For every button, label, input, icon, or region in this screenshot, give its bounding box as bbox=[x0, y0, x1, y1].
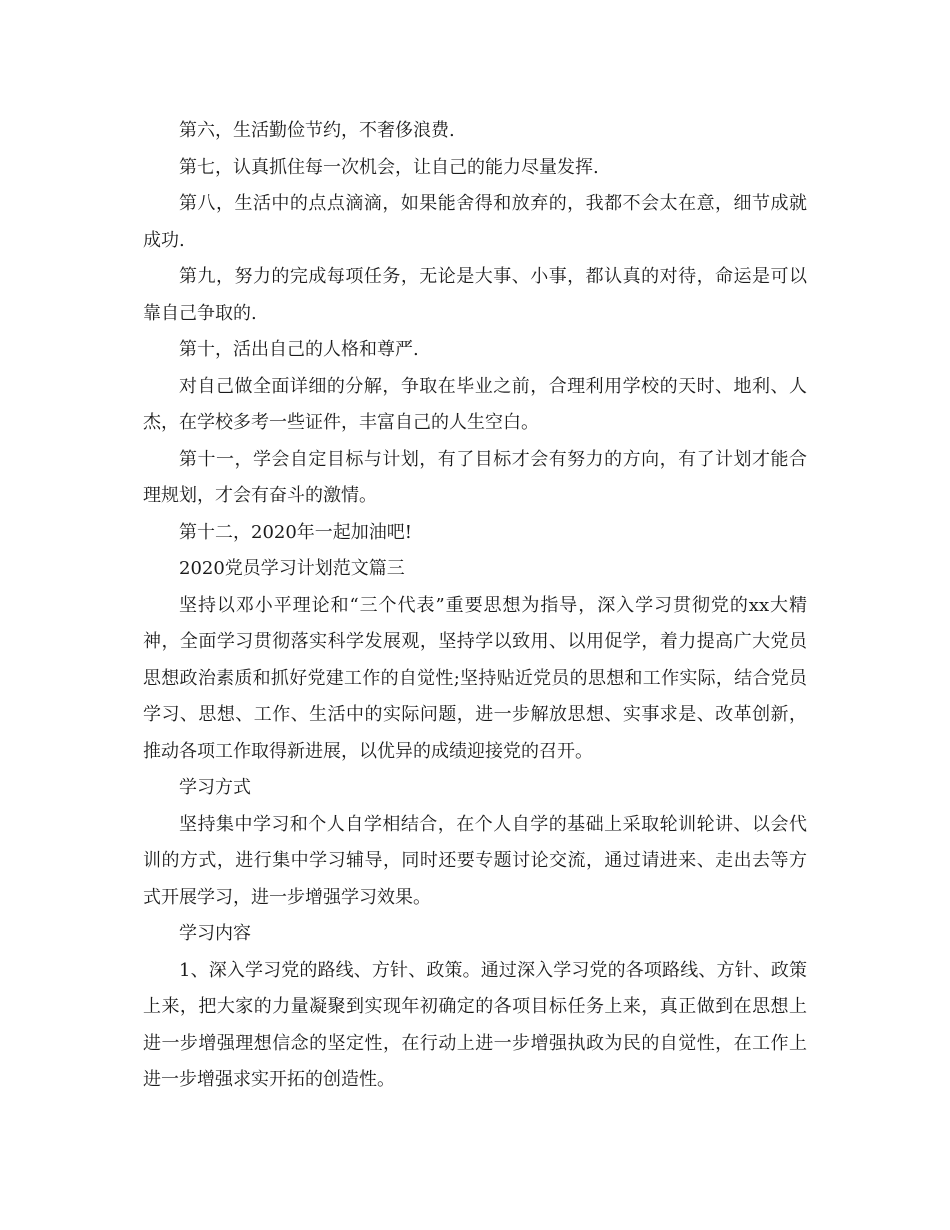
document-body bbox=[143, 113, 807, 1099]
paragraph-item-9: 第九，努力的完成每项任务，无论是大事、小事，都认真的对待，命运是可以靠自己争取的. bbox=[143, 266, 807, 324]
paragraph-item-10: 第十，活出自己的人格和尊严. bbox=[179, 339, 419, 360]
section-heading-part-three: 2020党员学习计划范文篇三 bbox=[179, 558, 405, 579]
section-heading-study-method: 学习方式 bbox=[179, 777, 251, 798]
paragraph-study-method: 坚持集中学习和个人自学相结合，在个人自学的基础上采取轮训轮讲、以会代训的方式，进行集中学习辅导，同时还要专题讨论交流，通过请进来、走出去等方式开展学习，进一步增强学习效果。 bbox=[143, 813, 807, 908]
section-heading-study-content: 学习内容 bbox=[179, 923, 251, 944]
paragraph-item-8: 第八，生活中的点点滴滴，如果能舍得和放弃的，我都不会太在意，细节成就成功. bbox=[143, 193, 807, 251]
paragraph-item-11: 第十一，学会自定目标与计划，有了目标才会有努力的方向，有了计划才能合理规划，才会有奋斗的激情。 bbox=[143, 448, 807, 506]
paragraph-guiding-principle: 坚持以邓小平理论和“三个代表”重要思想为指导，深入学习贯彻党的xx大精神，全面学习贯彻落实科学发展观，坚持学以致用、以用促学，着力提高广大党员思想政治素质和抓好党建工作的自觉性;坚持贴近党员的思想和工作实际，结合党员学习、思想、工作、生活中的实际问题，进一步解放思想、实事求是、改革创新，推动各项工作取得新进展，以优异的成绩迎接党的召开。 bbox=[143, 594, 807, 762]
paragraph-self-analysis: 对自己做全面详细的分解，争取在毕业之前，合理利用学校的天时、地利、人杰，在学校多考一些证件，丰富自己的人生空白。 bbox=[143, 375, 807, 433]
paragraph-item-6: 第六，生活勤俭节约，不奢侈浪费. bbox=[179, 120, 455, 141]
paragraph-study-content-1: 1、深入学习党的路线、方针、政策。通过深入学习党的各项路线、方针、政策上来，把大家的力量凝聚到实现年初确定的各项目标任务上来，真正做到在思想上进一步增强理想信念的坚定性，在行动上进一步增强执政为民的自觉性，在工作上进一步增强求实开拓的创造性。 bbox=[143, 959, 807, 1090]
paragraph-item-7: 第七，认真抓住每一次机会，让自己的能力尽量发挥. bbox=[179, 156, 599, 178]
paragraph-item-12: 第十二，2020年一起加油吧! bbox=[179, 521, 413, 543]
